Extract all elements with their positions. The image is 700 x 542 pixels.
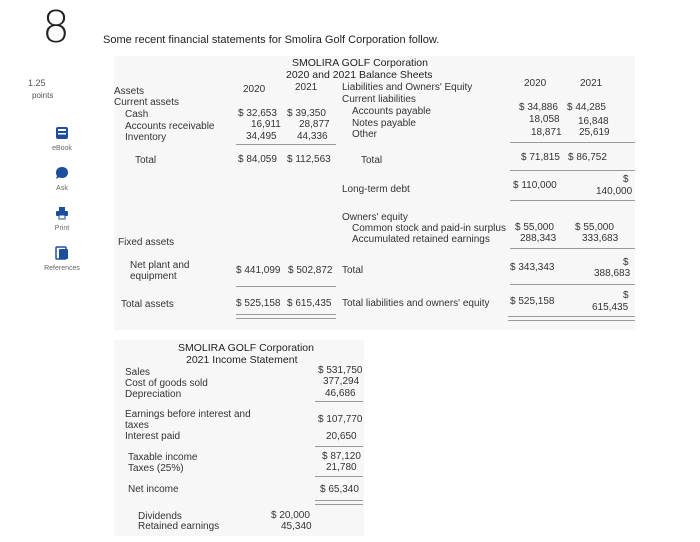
cash-2020: $ 32,653 (238, 108, 277, 119)
assets-year-2021: 2021 (295, 82, 318, 93)
interest-value: 20,650 (326, 431, 357, 442)
total-le-2020: $ 525,158 (510, 296, 555, 307)
total-current-assets-label: Total (135, 155, 157, 166)
total-current-assets-2020: $ 84,059 (238, 154, 277, 165)
common-stock-2021: $ 55,000 (575, 222, 614, 233)
ebit-label: Earnings before interest and (125, 409, 251, 420)
total-le-rule (510, 284, 635, 285)
chat-bubble-icon (40, 166, 84, 182)
other-2021: 25,619 (579, 127, 610, 138)
current-liabilities-rule (510, 142, 635, 143)
net-income-value: $ 65,340 (320, 484, 359, 495)
long-term-debt-label: Long-term debt (342, 184, 410, 195)
sales-label: Sales (125, 367, 151, 378)
income-statement-subtitle: 2021 Income Statement (186, 354, 298, 366)
references-icon (40, 246, 84, 262)
total-assets-2021: $ 615,435 (287, 298, 332, 309)
sidebar-label-ask: Ask (56, 185, 68, 192)
current-assets-rule (236, 144, 336, 145)
receivables-2021: 28,877 (299, 119, 330, 130)
receivables-2020: 16,911 (251, 119, 281, 130)
retained-earnings-bs-label: Accumulated retained earnings (352, 234, 490, 245)
notes-payable-2021: 16,848 (578, 116, 609, 127)
inventory-label: Inventory (125, 132, 167, 143)
total-le-2021: 615,435 (592, 302, 629, 313)
assets-year-2020: 2020 (243, 84, 266, 95)
ebit-value: $ 107,770 (318, 414, 363, 425)
fixed-assets-label: Fixed assets (118, 237, 175, 248)
interest-rule (315, 446, 363, 447)
cogs-value: 377,294 (323, 376, 360, 387)
total-assets-rule (236, 286, 336, 287)
retained-earnings-is-value: 45,340 (281, 521, 312, 532)
notes-payable-label: Notes payable (352, 118, 416, 129)
taxable-income-value: $ 87,120 (322, 451, 361, 462)
sidebar-item-ask[interactable] (40, 166, 84, 192)
receivables-label: Accounts receivable (125, 121, 215, 132)
sidebar-label-references: References (44, 265, 80, 272)
retained-earnings-bs-2020: 288,343 (520, 233, 557, 244)
total-current-liabilities-2021: $ 86,752 (568, 152, 607, 163)
taxable-income-label: Taxable income (128, 452, 198, 463)
sidebar-label-print: Print (54, 225, 70, 232)
taxes-label: Taxes (25%) (128, 463, 184, 474)
liabilities-header: Liabilities and Owners' Equity (342, 82, 473, 93)
liab-year-2020: 2020 (524, 78, 547, 89)
question-number: 8 (42, 2, 70, 53)
total-current-liabilities-label: Total (361, 155, 383, 166)
other-label: Other (352, 129, 378, 140)
other-2020: 18,871 (531, 127, 562, 138)
cash-label: Cash (125, 109, 149, 120)
net-plant-label-cont: equipment (130, 271, 177, 282)
question-intro: Some recent financial statements for Smolira Golf Corporation follow. (103, 34, 440, 46)
inventory-2020: 34,495 (246, 131, 277, 142)
depreciation-rule (315, 401, 363, 402)
accounts-payable-2021: $ 44,285 (567, 102, 606, 113)
common-stock-label: Common stock and paid-in surplus (352, 223, 506, 234)
cogs-label: Cost of goods sold (125, 378, 208, 389)
sidebar-item-print[interactable] (40, 206, 84, 232)
depreciation-label: Depreciation (125, 389, 182, 400)
printer-icon (40, 206, 84, 222)
long-term-debt-2020: $ 110,000 (513, 180, 557, 191)
net-plant-label: Net plant and (130, 260, 190, 271)
book-icon (40, 126, 84, 142)
total-le-2021-dollar: $ (623, 290, 629, 301)
total-equity-2021: 388,683 (594, 268, 631, 279)
ebit-label-cont: taxes (125, 420, 149, 431)
total-equity-label: Total (342, 265, 364, 276)
current-assets-label: Current assets (114, 97, 180, 108)
retained-earnings-bs-2021: 333,683 (582, 233, 619, 244)
taxes-value: 21,780 (326, 462, 357, 473)
total-assets-label: Total assets (121, 299, 174, 310)
depreciation-value: 46,686 (325, 388, 356, 399)
total-le-double-rule (508, 316, 635, 321)
notes-payable-2020: 18,058 (529, 114, 560, 125)
retained-earnings-is-label: Retained earnings (138, 521, 220, 532)
net-plant-2021: $ 502,872 (288, 265, 333, 276)
balance-sheet-subtitle: 2020 and 2021 Balance Sheets (286, 69, 433, 81)
total-equity-rule (510, 248, 635, 249)
inventory-2021: 44,336 (297, 131, 328, 142)
total-current-liabilities-2020: $ 71,815 (521, 152, 560, 163)
total-assets-2020: $ 525,158 (236, 298, 281, 309)
total-equity-2020: $ 343,343 (510, 262, 555, 273)
total-current-assets-2021: $ 112,563 (287, 154, 331, 165)
dividends-label: Dividends (138, 511, 182, 522)
points-label: points (32, 91, 54, 100)
net-income-label: Net income (128, 484, 179, 495)
total-assets-double-rule (236, 314, 336, 319)
long-term-debt-2021-dollar: $ (623, 174, 629, 185)
income-statement-title: SMOLIRA GOLF Corporation (178, 342, 314, 354)
net-plant-2020: $ 441,099 (236, 265, 281, 276)
accounts-payable-2020: $ 34,886 (519, 102, 558, 113)
current-liabilities-label: Current liabilities (342, 94, 416, 105)
balance-sheet-title: SMOLIRA GOLF Corporation (292, 57, 428, 69)
equity-rule (510, 200, 635, 201)
dividends-value: $ 20,000 (271, 510, 310, 521)
sales-value: $ 531,750 (318, 365, 363, 376)
net-income-double-rule (315, 500, 363, 505)
points-value: 1.25 (28, 78, 46, 88)
common-stock-2020: $ 55,000 (515, 222, 554, 233)
taxes-rule (315, 476, 363, 477)
cash-2021: $ 39,350 (287, 108, 326, 119)
long-term-debt-2021: 140,000 (596, 186, 633, 197)
total-equity-2021-dollar: $ (623, 257, 629, 268)
assets-header: Assets (114, 86, 145, 97)
interest-label: Interest paid (125, 431, 181, 442)
total-le-label: Total liabilities and owners' equity (342, 298, 490, 309)
long-term-debt-rule (510, 170, 635, 171)
accounts-payable-label: Accounts payable (352, 106, 431, 117)
owners-equity-label: Owners' equity (342, 212, 408, 223)
sidebar-item-references[interactable] (40, 246, 84, 272)
liab-year-2021: 2021 (580, 78, 603, 89)
sidebar-label-ebook: eBook (52, 145, 72, 152)
sidebar-item-ebook[interactable] (40, 126, 84, 152)
